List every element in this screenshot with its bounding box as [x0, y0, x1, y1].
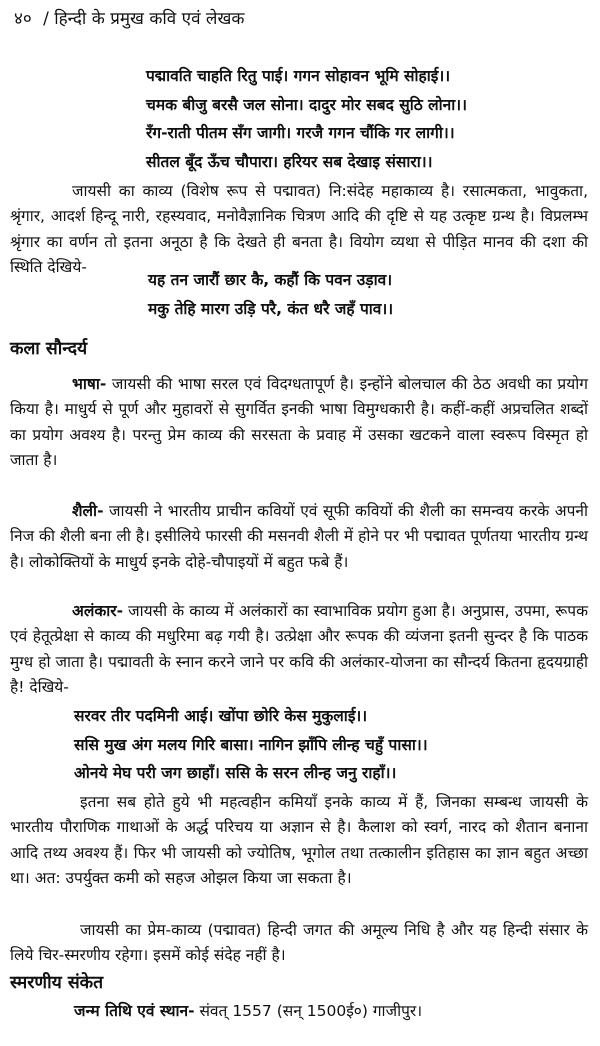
- notes-heading: स्मरणीय संकेत: [10, 973, 104, 993]
- birth-label: जन्म तिथि एवं स्थान-: [74, 1002, 195, 1020]
- birth-info: [74, 998, 422, 1024]
- running-title: / हिन्दी के प्रमुख कवि एवं लेखक: [43, 9, 245, 29]
- term-bhasha: भाषा-: [72, 375, 107, 393]
- verse-line: यह तन जारौं छार कै, कहौं कि पवन उड़ाव।: [148, 271, 393, 289]
- paragraph-shaili: शैली- जायसी ने भारतीय प्राचीन कवियों एवं सूफी कवियों की शैली का समन्वय करके अपनी निज की शैली बना ली है। इसीलिये फारसी की मसनवी शैली में होने पर भी पद्मावत पूर्णतया भारतीय ग्रन्थ है। लोकोक्तियों के माधुर्य इनके दोहे-चौपाइयों में बहुत फबे हैं।: [10, 502, 588, 571]
- verse-block-2: [148, 266, 393, 323]
- verse-line: सीतल बूँद ऊँच चौपारा। हरियर सब देखाइ संसारा।।: [146, 152, 433, 171]
- verse-line: मकु तेहि मारग उड़ि परै, कंत धरै जहँ पाव।।: [148, 299, 394, 318]
- verse-block-3: [74, 702, 428, 788]
- verse-line: सरवर तीर पदमिनी आई। खोंपा छोरि केस मुकुलाई।।: [74, 707, 368, 725]
- verse-line: ओनये मेघ परी जग छाहाँ। ससि के सरन लीन्ह जनु राहाँ।।: [74, 764, 397, 782]
- birth-value: संवत् 1557 (सन् 1500ई०) गाजीपुर।: [194, 1002, 423, 1020]
- paragraph-mahakavya: जायसी का काव्य (विशेष रूप से पद्मावत) नि:संदेह महाकाव्य है। रसात्मकता, भावुकता, श्रृंगार, आदर्श हिन्दू नारी, रहस्यवाद, मनोवैज्ञानिक चित्रण आदि की दृष्टि से यह उत्कृष्ट ग्रन्थ है। विप्रलम्भ श्रृंगार का वर्णन तो इतना अनूठा है कि देखते ही बनता है। वियोग व्यथा से पीड़ित मानव की दशा की स्थिति देखिये-: [10, 182, 588, 277]
- verse-line: ससि मुख अंग मलय गिरि बासा। नागिन झाँपि लीन्ह चहुँ पासा।।: [74, 735, 428, 754]
- section-heading-kala-saundarya: कला सौन्दर्य: [10, 339, 88, 359]
- term-shaili: शैली-: [72, 502, 104, 520]
- paragraph-bhasha: भाषा- जायसी की भाषा सरल एवं विदग्धतापूर्ण है। इन्होंने बोलचाल की ठेठ अवधी का प्रयोग किया है। माधुर्य से पूर्ण और मुहावरों से सुगर्वित इनकी भाषा विमुग्धकारी है। कहीं-कहीं अप्रचलित शब्दों का प्रयोग अवश्य है। परन्तु प्रेम काव्य की सरसता के प्रवाह में उसका खटकने वाला स्वरूप विस्मृत हो जाता है।: [10, 375, 588, 470]
- paragraph-alankar: अलंकार- जायसी के काव्य में अलंकारों का स्वाभाविक प्रयोग हुआ है। अनुप्रास, उपमा, रूपक एवं हेतूत्प्रेक्षा से काव्य की मधुरिमा बढ़ गयी है। उत्प्रेक्षा और रूपक की व्यंजना इतनी सुन्दर है कि पाठक मुग्ध हो जाता है। पद्मावती के स्नान करने जाने पर कवि की अलंकार-योजना का सौन्दर्य कितना हृदयग्राही है! देखिये-: [10, 602, 588, 697]
- paragraph-conclusion: जायसी का प्रेम-काव्य (पद्मावत) हिन्दी जगत की अमूल्य निधि है और यह हिन्दी संसार के लिये चिर-स्मरणीय रहेगा। इसमें कोई संदेह नहीं है।: [10, 921, 588, 965]
- verse-line: रँग-राती पीतम सँग जागी। गरजै गगन चौंकि गर लागी।।: [146, 124, 455, 142]
- paragraph-kamiyan: इतना सब होते हुये भी महत्वहीन कमियाँ इनके काव्य में हैं, जिनका सम्बन्ध जायसी के भारतीय पौराणिक गाथाओं के अर्द्ध परिचय या अज्ञान से है। कैलाश को स्वर्ग, नारद को शैतान बनाना आदि तथ्य अवश्य हैं। फिर भी जायसी को ज्योतिष, भूगोल तथा तत्कालीन इतिहास का ज्ञान बहुत अच्छा था। अत: उपर्युक्त कमी को सहज ओझल किया जा सकता है।: [10, 793, 588, 888]
- verse-block-1: [146, 62, 467, 176]
- verse-line: पद्मावति चाहति रितु पाई। गगन सोहावन भूमि सोहाई।।: [146, 67, 451, 85]
- verse-line: चमक बीजु बरसै जल सोना। दादुर मोर सबद सुठि लोना।।: [146, 95, 467, 114]
- running-header: [14, 6, 244, 32]
- term-alankar: अलंकार-: [72, 602, 124, 620]
- page-number: ४०: [14, 9, 32, 29]
